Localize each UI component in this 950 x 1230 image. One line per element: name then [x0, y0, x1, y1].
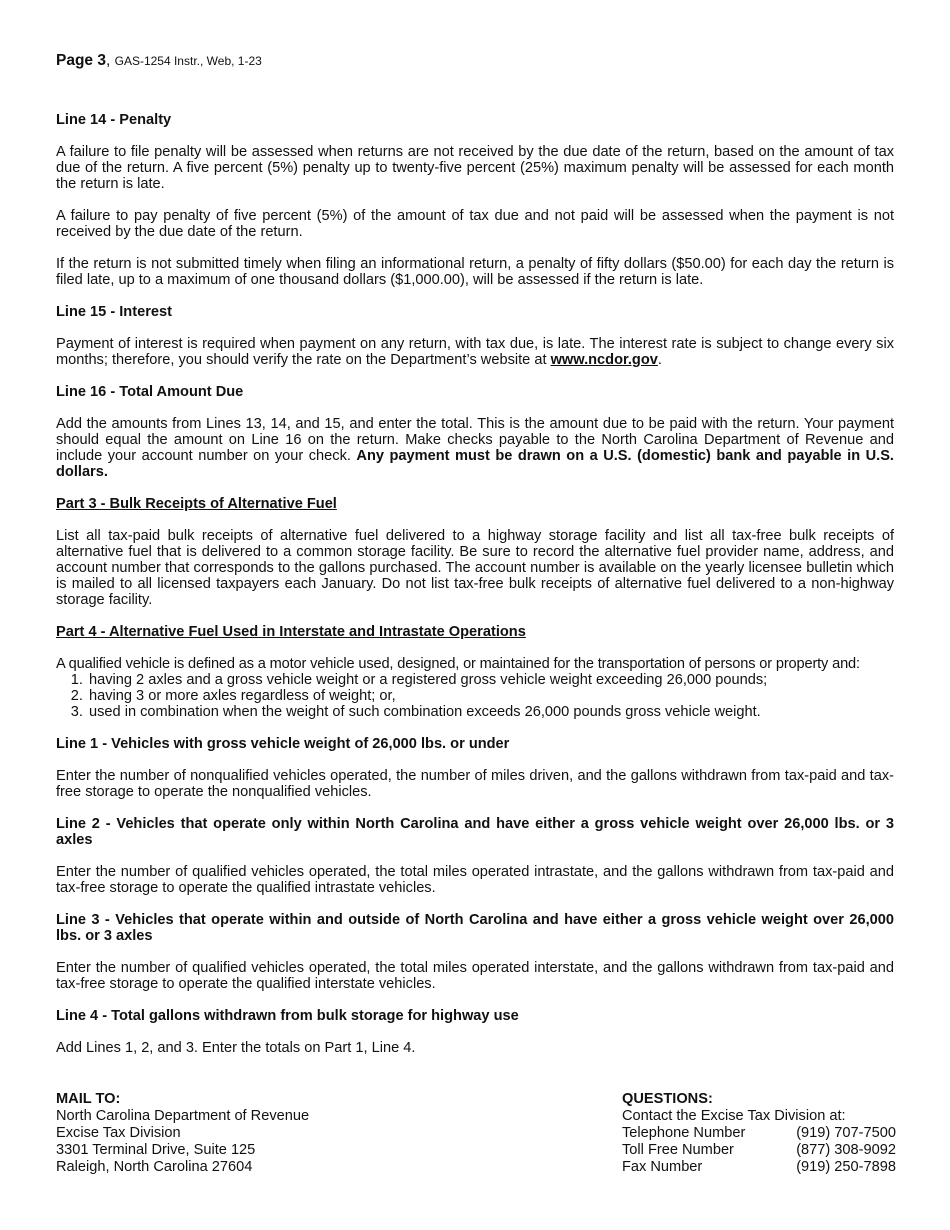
part3-heading: Part 3 - Bulk Receipts of Alternative Fuel — [56, 496, 337, 512]
contact-value: (877) 308-9092 — [796, 1142, 896, 1158]
line15-text: Payment of interest is required when payment on any return, with tax due, is late. The interest rate is subject to change every six months; therefore, you should verify the rate on the Department’s website at — [56, 336, 894, 368]
part4-line2-heading: Line 2 - Vehicles that operate only within North Carolina and have either a gross vehicle weight over 26,000 lbs. or 3 axles — [56, 816, 894, 848]
part4-line4-heading: Line 4 - Total gallons withdrawn from bulk storage for highway use — [56, 1008, 519, 1024]
contact-value: (919) 707-7500 — [796, 1125, 896, 1141]
contact-label: Fax Number — [622, 1159, 703, 1175]
list-item: 3. used in combination when the weight of such combination exceeds 26,000 pounds gross vehicle weight. — [87, 704, 894, 720]
part4-line3-heading: Line 3 - Vehicles that operate within and outside of North Carolina and have either a gross vehicle weight over 26,000 lbs. or 3 axles — [56, 912, 894, 944]
mail-to-heading: MAIL TO: — [56, 1091, 121, 1107]
page-header — [56, 52, 262, 70]
list-item: 2. having 3 or more axles regardless of weight; or, — [87, 688, 894, 704]
mail-to-block — [56, 1091, 309, 1176]
line16-heading: Line 16 - Total Amount Due — [56, 384, 244, 400]
part4-line4-paragraph: Add Lines 1, 2, and 3. Enter the totals on Part 1, Line 4. — [56, 1040, 416, 1056]
part4-line3-paragraph: Enter the number of qualified vehicles operated, the total miles operated interstate, and the gallons withdrawn from tax-paid and tax-free storage to operate the qualified interstate vehicles. — [56, 960, 894, 992]
contact-value: (919) 250-7898 — [796, 1159, 896, 1175]
mail-line: North Carolina Department of Revenue — [56, 1108, 310, 1124]
contact-label: Telephone Number — [622, 1125, 746, 1141]
line15-paragraph — [56, 336, 894, 368]
form-id: GAS-1254 Instr., Web, 1-23 — [114, 54, 262, 68]
ncdor-website-link[interactable]: www.ncdor.gov — [550, 352, 658, 368]
part4-heading: Part 4 - Alternative Fuel Used in Interstate and Intrastate Operations — [56, 624, 526, 640]
header-separator: , — [105, 52, 111, 69]
line15-period: . — [657, 352, 662, 368]
line14-paragraph-2: A failure to pay penalty of five percent (5%) of the amount of tax due and not paid will be assessed when the payment is not received by the due date of the return. — [56, 208, 894, 240]
line16-bold-note: Any payment must be drawn on a U.S. (domestic) bank and payable in U.S. dollars. — [56, 448, 894, 480]
mail-line: Excise Tax Division — [56, 1125, 181, 1141]
mail-line: 3301 Terminal Drive, Suite 125 — [56, 1142, 256, 1158]
page-number: Page 3 — [56, 52, 106, 69]
contact-row-fax — [622, 1159, 896, 1176]
part3-paragraph: List all tax-paid bulk receipts of alternative fuel delivered to a highway storage facility and list all tax-free bulk receipts of alternative fuel that is delivered to a common storage facility. Be sure to record the alternative fuel provider name, address, and account number that corresponds to the gallons purchased. The account number is available on the yearly licensee bulletin which is mailed to all licensed taxpayers each January. Do not list tax-free bulk receipts of alternative fuel delivered to a non-highway storage facility. — [56, 528, 894, 608]
part4-intro: A qualified vehicle is defined as a motor vehicle used, designed, or maintained for the transportation of persons or property and: — [56, 656, 860, 672]
questions-block — [622, 1091, 896, 1176]
line14-heading: Line 14 - Penalty — [56, 112, 172, 128]
contact-row-toll-free — [622, 1142, 896, 1159]
mail-line: Raleigh, North Carolina 27604 — [56, 1159, 253, 1175]
part4-line1-heading: Line 1 - Vehicles with gross vehicle weight of 26,000 lbs. or under — [56, 736, 510, 752]
part4-line2-paragraph: Enter the number of qualified vehicles operated, the total miles operated intrastate, and the gallons withdrawn from tax-paid and tax-free storage to operate the qualified intrastate vehicles. — [56, 864, 894, 896]
line16-paragraph — [56, 416, 894, 480]
qualified-vehicle-list — [56, 672, 894, 720]
line15-heading: Line 15 - Interest — [56, 304, 172, 320]
list-item: 1. having 2 axles and a gross vehicle weight or a registered gross vehicle weight exceeding 26,000 pounds; — [87, 672, 894, 688]
line14-paragraph-1: A failure to file penalty will be assessed when returns are not received by the due date of the return, based on the amount of tax due of the return. A five percent (5%) penalty up to twenty-five percent (25%) maximum penalty will be assessed for each month the return is late. — [56, 144, 894, 192]
part4-line1-paragraph: Enter the number of nonqualified vehicles operated, the number of miles driven, and the gallons withdrawn from tax-paid and tax-free storage to operate the nonqualified vehicles. — [56, 768, 894, 800]
contact-label: Toll Free Number — [622, 1142, 734, 1158]
contact-row-telephone — [622, 1125, 896, 1142]
line16-text: Add the amounts from Lines 13, 14, and 15, and enter the total. This is the amount due to be paid with the return. Your payment should equal the amount on Line 16 on the return. Make checks payable to the North Carolina Department of Revenue and include your account number on your check. — [56, 416, 894, 464]
questions-heading: QUESTIONS: — [622, 1091, 713, 1107]
instructions-body — [56, 112, 894, 1056]
line14-paragraph-3: If the return is not submitted timely when filing an informational return, a penalty of fifty dollars ($50.00) for each day the return is filed late, up to a maximum of one thousand dollars ($1,000.00), will be assessed if the return is late. — [56, 256, 894, 288]
questions-intro: Contact the Excise Tax Division at: — [622, 1108, 846, 1124]
